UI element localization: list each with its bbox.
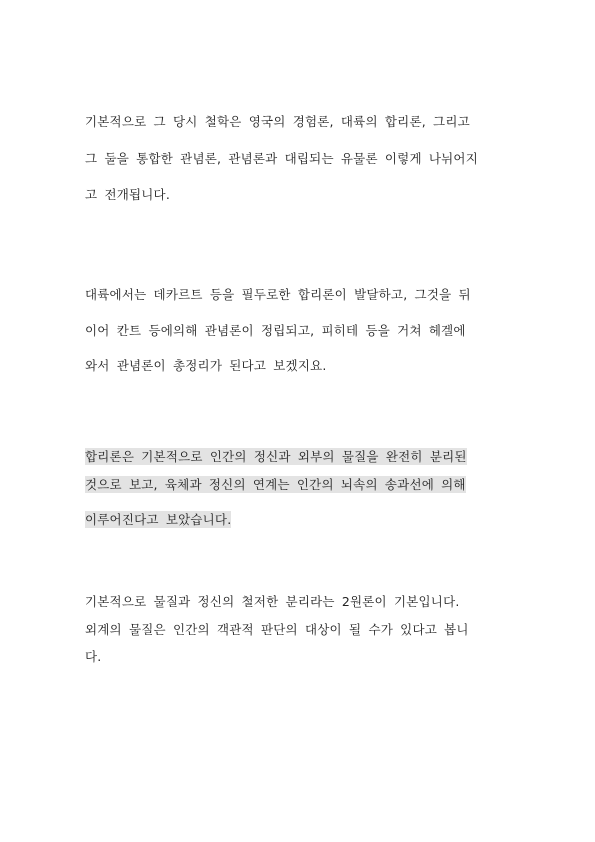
paragraph-line: 그 둘을 통합한 관념론, 관념론과 대립되는 유물론 이렇게 나뉘어지 (85, 151, 478, 166)
paragraph-line: 대륙에서는 데카르트 등을 필두로한 합리론이 발달하고, 그것을 뒤 (85, 287, 471, 302)
paragraph-line (85, 475, 466, 495)
paragraph-line (85, 447, 467, 467)
paragraph-line: 기본적으로 그 당시 철학은 영국의 경험론, 대륙의 합리론, 그리고 (85, 114, 470, 129)
highlighted-text: 것으로 보고, 육체과 정신의 연계는 인간의 뇌속의 송과선에 의해 (85, 477, 466, 492)
highlighted-text: 이루어진다고 보았습니다. (85, 512, 232, 527)
paragraph-line: 이어 칸트 등에의해 관념론이 정립되고, 피히테 등을 거쳐 헤겔에 (85, 323, 466, 338)
paragraph-line: 고 전개됩니다. (85, 187, 170, 202)
paragraph-line: 기본적으로 물질과 정신의 철저한 분리라는 2원론이 기본입니다. (85, 594, 460, 609)
paragraph-line: 와서 관념론이 총정리가 된다고 보겠지요. (85, 358, 327, 373)
highlighted-text: 합리론은 기본적으로 인간의 정신과 외부의 물질을 완전히 분리된 (85, 449, 467, 464)
paragraph-line: 다. (85, 649, 102, 664)
paragraph-line: 외계의 물질은 인간의 객관적 판단의 대상이 될 수가 있다고 봅니 (85, 622, 469, 637)
paragraph-line (85, 510, 231, 530)
